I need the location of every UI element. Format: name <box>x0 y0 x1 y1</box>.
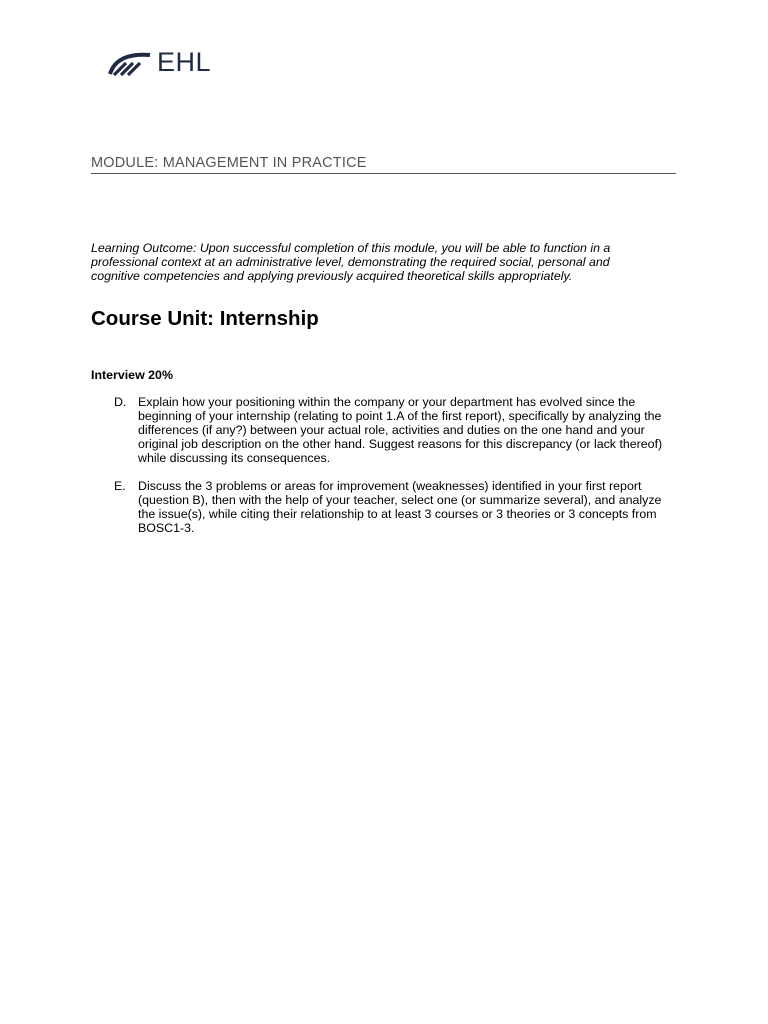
ehl-stripes-icon <box>106 47 154 77</box>
question-marker: D. <box>114 395 127 409</box>
question-item <box>114 395 674 465</box>
module-divider <box>91 173 676 174</box>
module-title: MODULE: MANAGEMENT IN PRACTICE <box>91 155 367 171</box>
logo-wordmark: EHL <box>157 47 212 77</box>
question-text: Discuss the 3 problems or areas for improvement (weaknesses) identified in your first report (question B), then with the help of your teacher, select one (or summarize several), and analyze the issue(s), while citing their relationship to at least 3 courses or 3 theories or 3 concepts from BOSC1-3. <box>138 479 662 535</box>
question-text: Explain how your positioning within the company or your department has evolved since the beginning of your internship (relating to point 1.A of the first report), specifically by analyzing the differences (if any?) between your actual role, activities and duties on the one hand and your original job description on the other hand. Suggest reasons for this discrepancy (or lack thereof) while discussing its consequences. <box>138 395 663 465</box>
section-label: Interview 20% <box>91 368 173 382</box>
learning-outcome: Learning Outcome: Upon successful completion of this module, you will be able to function in a professional context at an administrative level, demonstrating the required social, personal and cognitive competencies and applying previously acquired theoretical skills appropriately. <box>91 241 611 283</box>
question-item <box>114 479 674 535</box>
course-unit-heading: Course Unit: Internship <box>91 307 319 330</box>
ehl-logo <box>106 45 236 79</box>
question-marker: E. <box>114 479 126 493</box>
